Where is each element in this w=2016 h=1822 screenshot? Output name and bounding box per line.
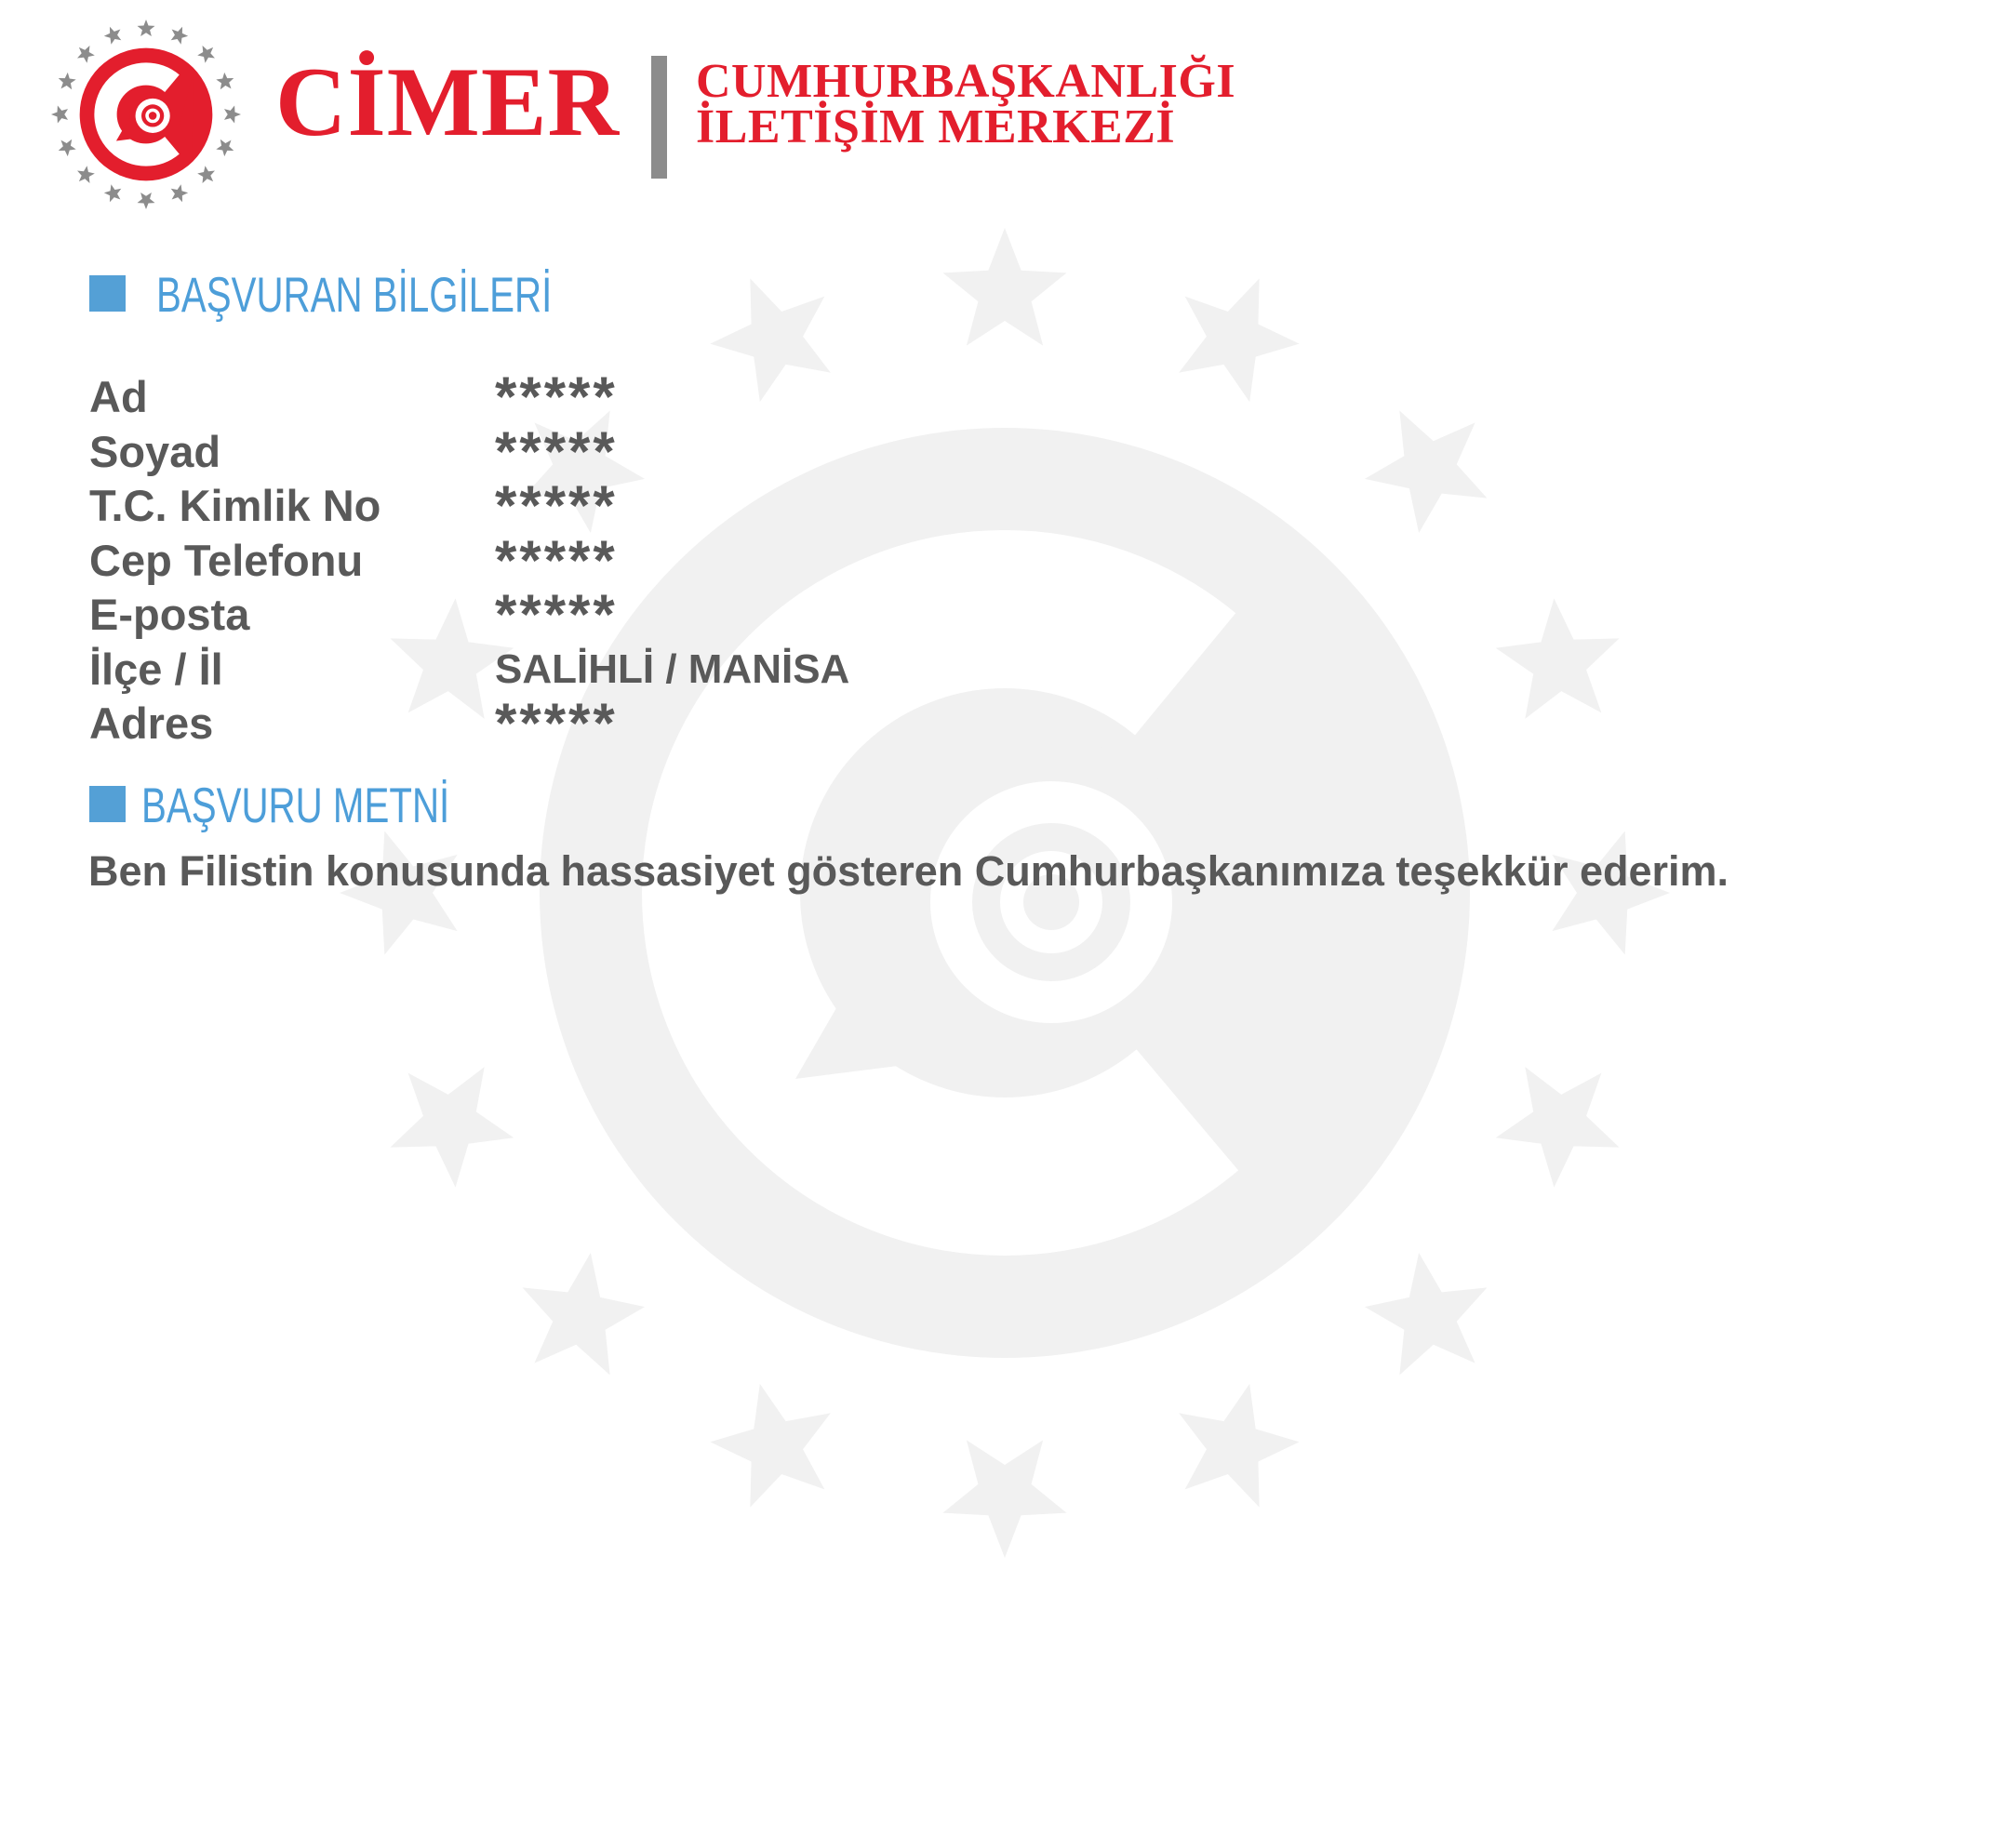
header-divider	[651, 56, 667, 179]
field-label: Soyad	[89, 426, 221, 476]
cimer-logo-icon	[47, 15, 246, 214]
field-label: Cep Telefonu	[89, 535, 364, 585]
applicant-section-header	[89, 268, 677, 323]
field-label: E-posta	[89, 590, 250, 639]
application-body-text: Ben Filistin konusunda hassasiyet gösteren Cumhurbaşkanımıza teşekkür ederim.	[88, 847, 1729, 895]
section-bullet-icon	[89, 275, 126, 312]
org-title-line1: CUMHURBAŞKANLIĞI	[696, 55, 1236, 108]
field-row	[89, 366, 1392, 428]
field-value-masked: *****	[495, 583, 618, 645]
field-label: Ad	[89, 372, 148, 421]
field-row	[89, 528, 1392, 592]
section-bullet-icon	[89, 786, 126, 822]
field-value-masked: *****	[495, 366, 618, 428]
field-value-masked: *****	[495, 692, 618, 754]
field-value: SALİHLİ / MANİSA	[495, 645, 850, 692]
field-value-masked: *****	[495, 528, 618, 592]
org-title	[696, 55, 1236, 153]
field-value-masked: *****	[495, 474, 618, 537]
field-label: Adres	[89, 698, 214, 748]
field-label: T.C. Kimlik No	[89, 481, 381, 530]
field-row	[89, 419, 1392, 483]
field-row	[89, 643, 1392, 698]
field-label: İlçe / İl	[89, 644, 223, 694]
application-section-title: BAŞVURU METNİ	[141, 778, 450, 833]
applicant-fields	[89, 366, 1392, 754]
org-title-line2: İLETİŞİM MERKEZİ	[696, 100, 1176, 153]
field-row	[89, 474, 1392, 537]
field-row	[89, 583, 1392, 645]
applicant-section-title: BAŞVURAN BİLGİLERİ	[156, 268, 553, 323]
field-row	[89, 692, 1392, 754]
field-value-masked: *****	[495, 419, 618, 483]
application-section-header	[89, 778, 547, 833]
brand-wordmark: CİMER	[275, 47, 621, 156]
